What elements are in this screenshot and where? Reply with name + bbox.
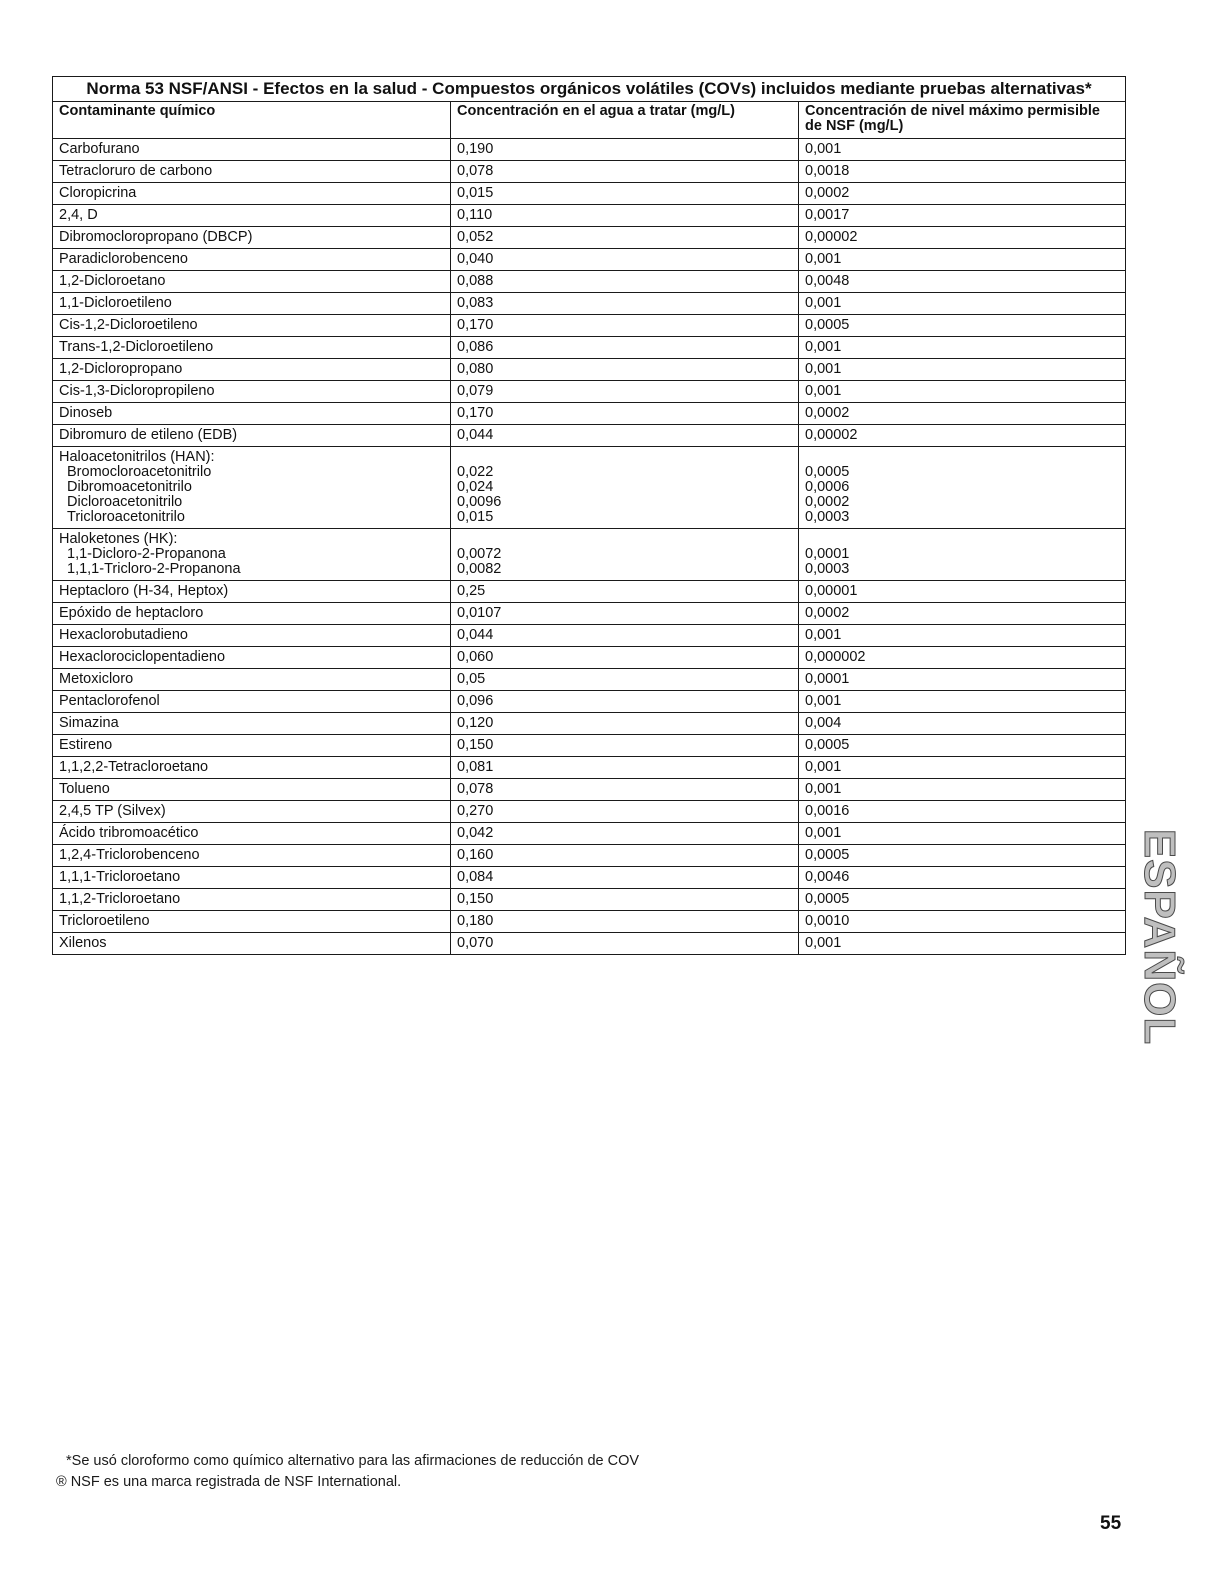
influent-concentration-cell: 0,070 — [451, 933, 799, 955]
max-permissible-cell: 0,0016 — [799, 801, 1126, 823]
contaminant-cell: 1,1,2,2-Tetracloroetano — [53, 757, 451, 779]
influent-concentration-cell: 0,096 — [451, 691, 799, 713]
group-label: Haloketones (HK): — [59, 531, 178, 547]
table-body — [53, 139, 1126, 955]
max-permissible-cell: 0,0002 — [799, 603, 1126, 625]
group-item-max: 0,0001 — [805, 546, 850, 562]
table-row — [53, 669, 1126, 691]
table-row — [53, 713, 1126, 735]
max-permissible-cell: 0,0005 — [799, 735, 1126, 757]
max-permissible-cell: 0,001 — [799, 779, 1126, 801]
table-row — [53, 625, 1126, 647]
influent-concentration-cell — [451, 529, 799, 581]
group-item-max: 0,0005 — [805, 464, 850, 480]
table-row — [53, 603, 1126, 625]
max-permissible-cell: 0,0048 — [799, 271, 1126, 293]
influent-concentration-cell: 0,044 — [451, 425, 799, 447]
group-spacer — [805, 450, 1119, 465]
table-row — [53, 337, 1126, 359]
influent-concentration-cell: 0,05 — [451, 669, 799, 691]
max-permissible-cell: 0,00002 — [799, 227, 1126, 249]
max-permissible-cell: 0,001 — [799, 823, 1126, 845]
contaminant-cell: Xilenos — [53, 933, 451, 955]
contaminant-cell: Simazina — [53, 713, 451, 735]
influent-concentration-cell: 0,110 — [451, 205, 799, 227]
side-tab-label: ESPAÑOL — [1135, 828, 1184, 1046]
contaminant-cell: Dibromocloropropano (DBCP) — [53, 227, 451, 249]
contaminant-cell: Dinoseb — [53, 403, 451, 425]
table-title: Norma 53 NSF/ANSI - Efectos en la salud - Compuestos orgánicos volátiles (COVs) incluidos mediante pruebas alternativas* — [53, 77, 1126, 102]
contaminant-cell: Carbofurano — [53, 139, 451, 161]
influent-concentration-cell: 0,088 — [451, 271, 799, 293]
table-row — [53, 779, 1126, 801]
max-permissible-cell: 0,0017 — [799, 205, 1126, 227]
table-row — [53, 183, 1126, 205]
influent-concentration-cell: 0,150 — [451, 735, 799, 757]
table-row — [53, 161, 1126, 183]
table-group-row — [53, 447, 1126, 529]
influent-concentration-cell: 0,080 — [451, 359, 799, 381]
group-item-name: 1,1-Dicloro-2-Propanona — [67, 546, 226, 562]
max-permissible-cell: 0,001 — [799, 381, 1126, 403]
table-row — [53, 403, 1126, 425]
contaminant-cell: Dibromuro de etileno (EDB) — [53, 425, 451, 447]
group-item-concentration: 0,0072 — [457, 546, 502, 562]
contaminant-cell: 2,4,5 TP (Silvex) — [53, 801, 451, 823]
influent-concentration-cell: 0,086 — [451, 337, 799, 359]
max-permissible-cell: 0,001 — [799, 139, 1126, 161]
max-permissible-cell: 0,004 — [799, 713, 1126, 735]
influent-concentration-cell: 0,160 — [451, 845, 799, 867]
max-permissible-cell: 0,0002 — [799, 183, 1126, 205]
table-row — [53, 249, 1126, 271]
contaminant-cell: Cloropicrina — [53, 183, 451, 205]
influent-concentration-cell: 0,078 — [451, 161, 799, 183]
contaminant-cell: Cis-1,2-Dicloroetileno — [53, 315, 451, 337]
contaminant-cell: Pentaclorofenol — [53, 691, 451, 713]
max-permissible-cell: 0,0005 — [799, 315, 1126, 337]
contaminant-cell: Cis-1,3-Dicloropropileno — [53, 381, 451, 403]
table-row — [53, 381, 1126, 403]
table-row — [53, 647, 1126, 669]
group-item-max: 0,0003 — [805, 561, 850, 577]
header-contaminant: Contaminante químico — [53, 102, 451, 139]
table-row — [53, 801, 1126, 823]
max-permissible-cell: 0,00001 — [799, 581, 1126, 603]
contaminant-cell: 1,1-Dicloroetileno — [53, 293, 451, 315]
max-permissible-cell: 0,0010 — [799, 911, 1126, 933]
max-permissible-cell: 0,0001 — [799, 669, 1126, 691]
max-permissible-cell: 0,001 — [799, 293, 1126, 315]
table-group-row — [53, 529, 1126, 581]
max-permissible-cell: 0,0002 — [799, 403, 1126, 425]
contaminant-cell: Heptacloro (H-34, Heptox) — [53, 581, 451, 603]
table-row — [53, 271, 1126, 293]
max-permissible-cell: 0,001 — [799, 691, 1126, 713]
table-row — [53, 581, 1126, 603]
influent-concentration-cell: 0,170 — [451, 315, 799, 337]
max-permissible-cell: 0,0005 — [799, 889, 1126, 911]
influent-concentration-cell — [451, 447, 799, 529]
influent-concentration-cell: 0,0107 — [451, 603, 799, 625]
header-influent-concentration: Concentración en el agua a tratar (mg/L) — [451, 102, 799, 139]
influent-concentration-cell: 0,25 — [451, 581, 799, 603]
influent-concentration-cell: 0,083 — [451, 293, 799, 315]
max-permissible-cell: 0,001 — [799, 249, 1126, 271]
group-item-name: 1,1,1-Tricloro-2-Propanona — [67, 561, 241, 577]
group-spacer — [457, 532, 792, 547]
influent-concentration-cell: 0,060 — [451, 647, 799, 669]
influent-concentration-cell: 0,040 — [451, 249, 799, 271]
contaminant-cell: 2,4, D — [53, 205, 451, 227]
footnote-trademark: ® NSF es una marca registrada de NSF International. — [56, 1474, 402, 1490]
page-number: 55 — [1100, 1513, 1122, 1534]
group-spacer — [805, 532, 1119, 547]
influent-concentration-cell: 0,015 — [451, 183, 799, 205]
table-row — [53, 139, 1126, 161]
group-item-name: Dibromoacetonitrilo — [67, 479, 192, 495]
table-row — [53, 425, 1126, 447]
influent-concentration-cell: 0,190 — [451, 139, 799, 161]
influent-concentration-cell: 0,180 — [451, 911, 799, 933]
group-item-concentration: 0,0096 — [457, 494, 502, 510]
max-permissible-cell: 0,00002 — [799, 425, 1126, 447]
max-permissible-cell: 0,0046 — [799, 867, 1126, 889]
header-max-permissible: Concentración de nivel máximo permisible de NSF (mg/L) — [799, 102, 1126, 139]
contaminant-cell: 1,2-Dicloroetano — [53, 271, 451, 293]
influent-concentration-cell: 0,150 — [451, 889, 799, 911]
influent-concentration-cell: 0,081 — [451, 757, 799, 779]
table-row — [53, 359, 1126, 381]
table-row — [53, 823, 1126, 845]
group-item-name: Dicloroacetonitrilo — [67, 494, 183, 510]
influent-concentration-cell: 0,044 — [451, 625, 799, 647]
group-label: Haloacetonitrilos (HAN): — [59, 449, 215, 465]
max-permissible-cell: 0,000002 — [799, 647, 1126, 669]
table-row — [53, 315, 1126, 337]
contaminant-cell: Ácido tribromoacético — [53, 823, 451, 845]
influent-concentration-cell: 0,042 — [451, 823, 799, 845]
influent-concentration-cell: 0,120 — [451, 713, 799, 735]
group-item-concentration: 0,024 — [457, 479, 494, 495]
max-permissible-cell: 0,001 — [799, 337, 1126, 359]
contaminant-cell: Tetracloruro de carbono — [53, 161, 451, 183]
max-permissible-cell: 0,0005 — [799, 845, 1126, 867]
table-row — [53, 933, 1126, 955]
table-row — [53, 845, 1126, 867]
group-item-concentration: 0,015 — [457, 509, 494, 525]
group-item-concentration: 0,0082 — [457, 561, 502, 577]
contaminant-cell: Hexaclorobutadieno — [53, 625, 451, 647]
table-row — [53, 205, 1126, 227]
language-side-tab — [1131, 820, 1187, 1054]
influent-concentration-cell: 0,270 — [451, 801, 799, 823]
contaminant-cell: Tolueno — [53, 779, 451, 801]
contaminant-cell: Estireno — [53, 735, 451, 757]
table-row — [53, 691, 1126, 713]
group-item-concentration: 0,022 — [457, 464, 494, 480]
contaminant-cell: Metoxicloro — [53, 669, 451, 691]
max-permissible-cell: 0,001 — [799, 359, 1126, 381]
influent-concentration-cell: 0,052 — [451, 227, 799, 249]
contaminant-group-cell — [53, 529, 451, 581]
contaminant-cell: Hexaclorociclopentadieno — [53, 647, 451, 669]
max-permissible-cell: 0,001 — [799, 933, 1126, 955]
group-item-max: 0,0006 — [805, 479, 850, 495]
contaminant-cell: Trans-1,2-Dicloroetileno — [53, 337, 451, 359]
group-item-name: Bromocloroacetonitrilo — [67, 464, 212, 480]
table-row — [53, 911, 1126, 933]
max-permissible-cell — [799, 447, 1126, 529]
group-item-max: 0,0003 — [805, 509, 850, 525]
table-row — [53, 293, 1126, 315]
contaminant-group-cell — [53, 447, 451, 529]
contaminant-cell: 1,1,1-Tricloroetano — [53, 867, 451, 889]
contaminant-cell: Paradiclorobenceno — [53, 249, 451, 271]
footnote-alternative-chemical: *Se usó cloroformo como químico alternativo para las afirmaciones de reducción de COV — [66, 1453, 640, 1469]
table-row — [53, 889, 1126, 911]
max-permissible-cell: 0,0018 — [799, 161, 1126, 183]
table-row — [53, 757, 1126, 779]
contaminant-cell: 1,2,4-Triclorobenceno — [53, 845, 451, 867]
influent-concentration-cell: 0,084 — [451, 867, 799, 889]
contaminant-cell: 1,1,2-Tricloroetano — [53, 889, 451, 911]
influent-concentration-cell: 0,079 — [451, 381, 799, 403]
contaminant-cell: Tricloroetileno — [53, 911, 451, 933]
contaminant-cell: Epóxido de heptacloro — [53, 603, 451, 625]
influent-concentration-cell: 0,078 — [451, 779, 799, 801]
max-permissible-cell: 0,001 — [799, 757, 1126, 779]
table-row — [53, 867, 1126, 889]
group-item-name: Tricloroacetonitrilo — [67, 509, 185, 525]
voc-table — [52, 76, 1126, 955]
contaminant-cell: 1,2-Dicloropropano — [53, 359, 451, 381]
max-permissible-cell: 0,001 — [799, 625, 1126, 647]
influent-concentration-cell: 0,170 — [451, 403, 799, 425]
group-item-max: 0,0002 — [805, 494, 850, 510]
max-permissible-cell — [799, 529, 1126, 581]
table-row — [53, 735, 1126, 757]
group-spacer — [457, 450, 792, 465]
table-row — [53, 227, 1126, 249]
